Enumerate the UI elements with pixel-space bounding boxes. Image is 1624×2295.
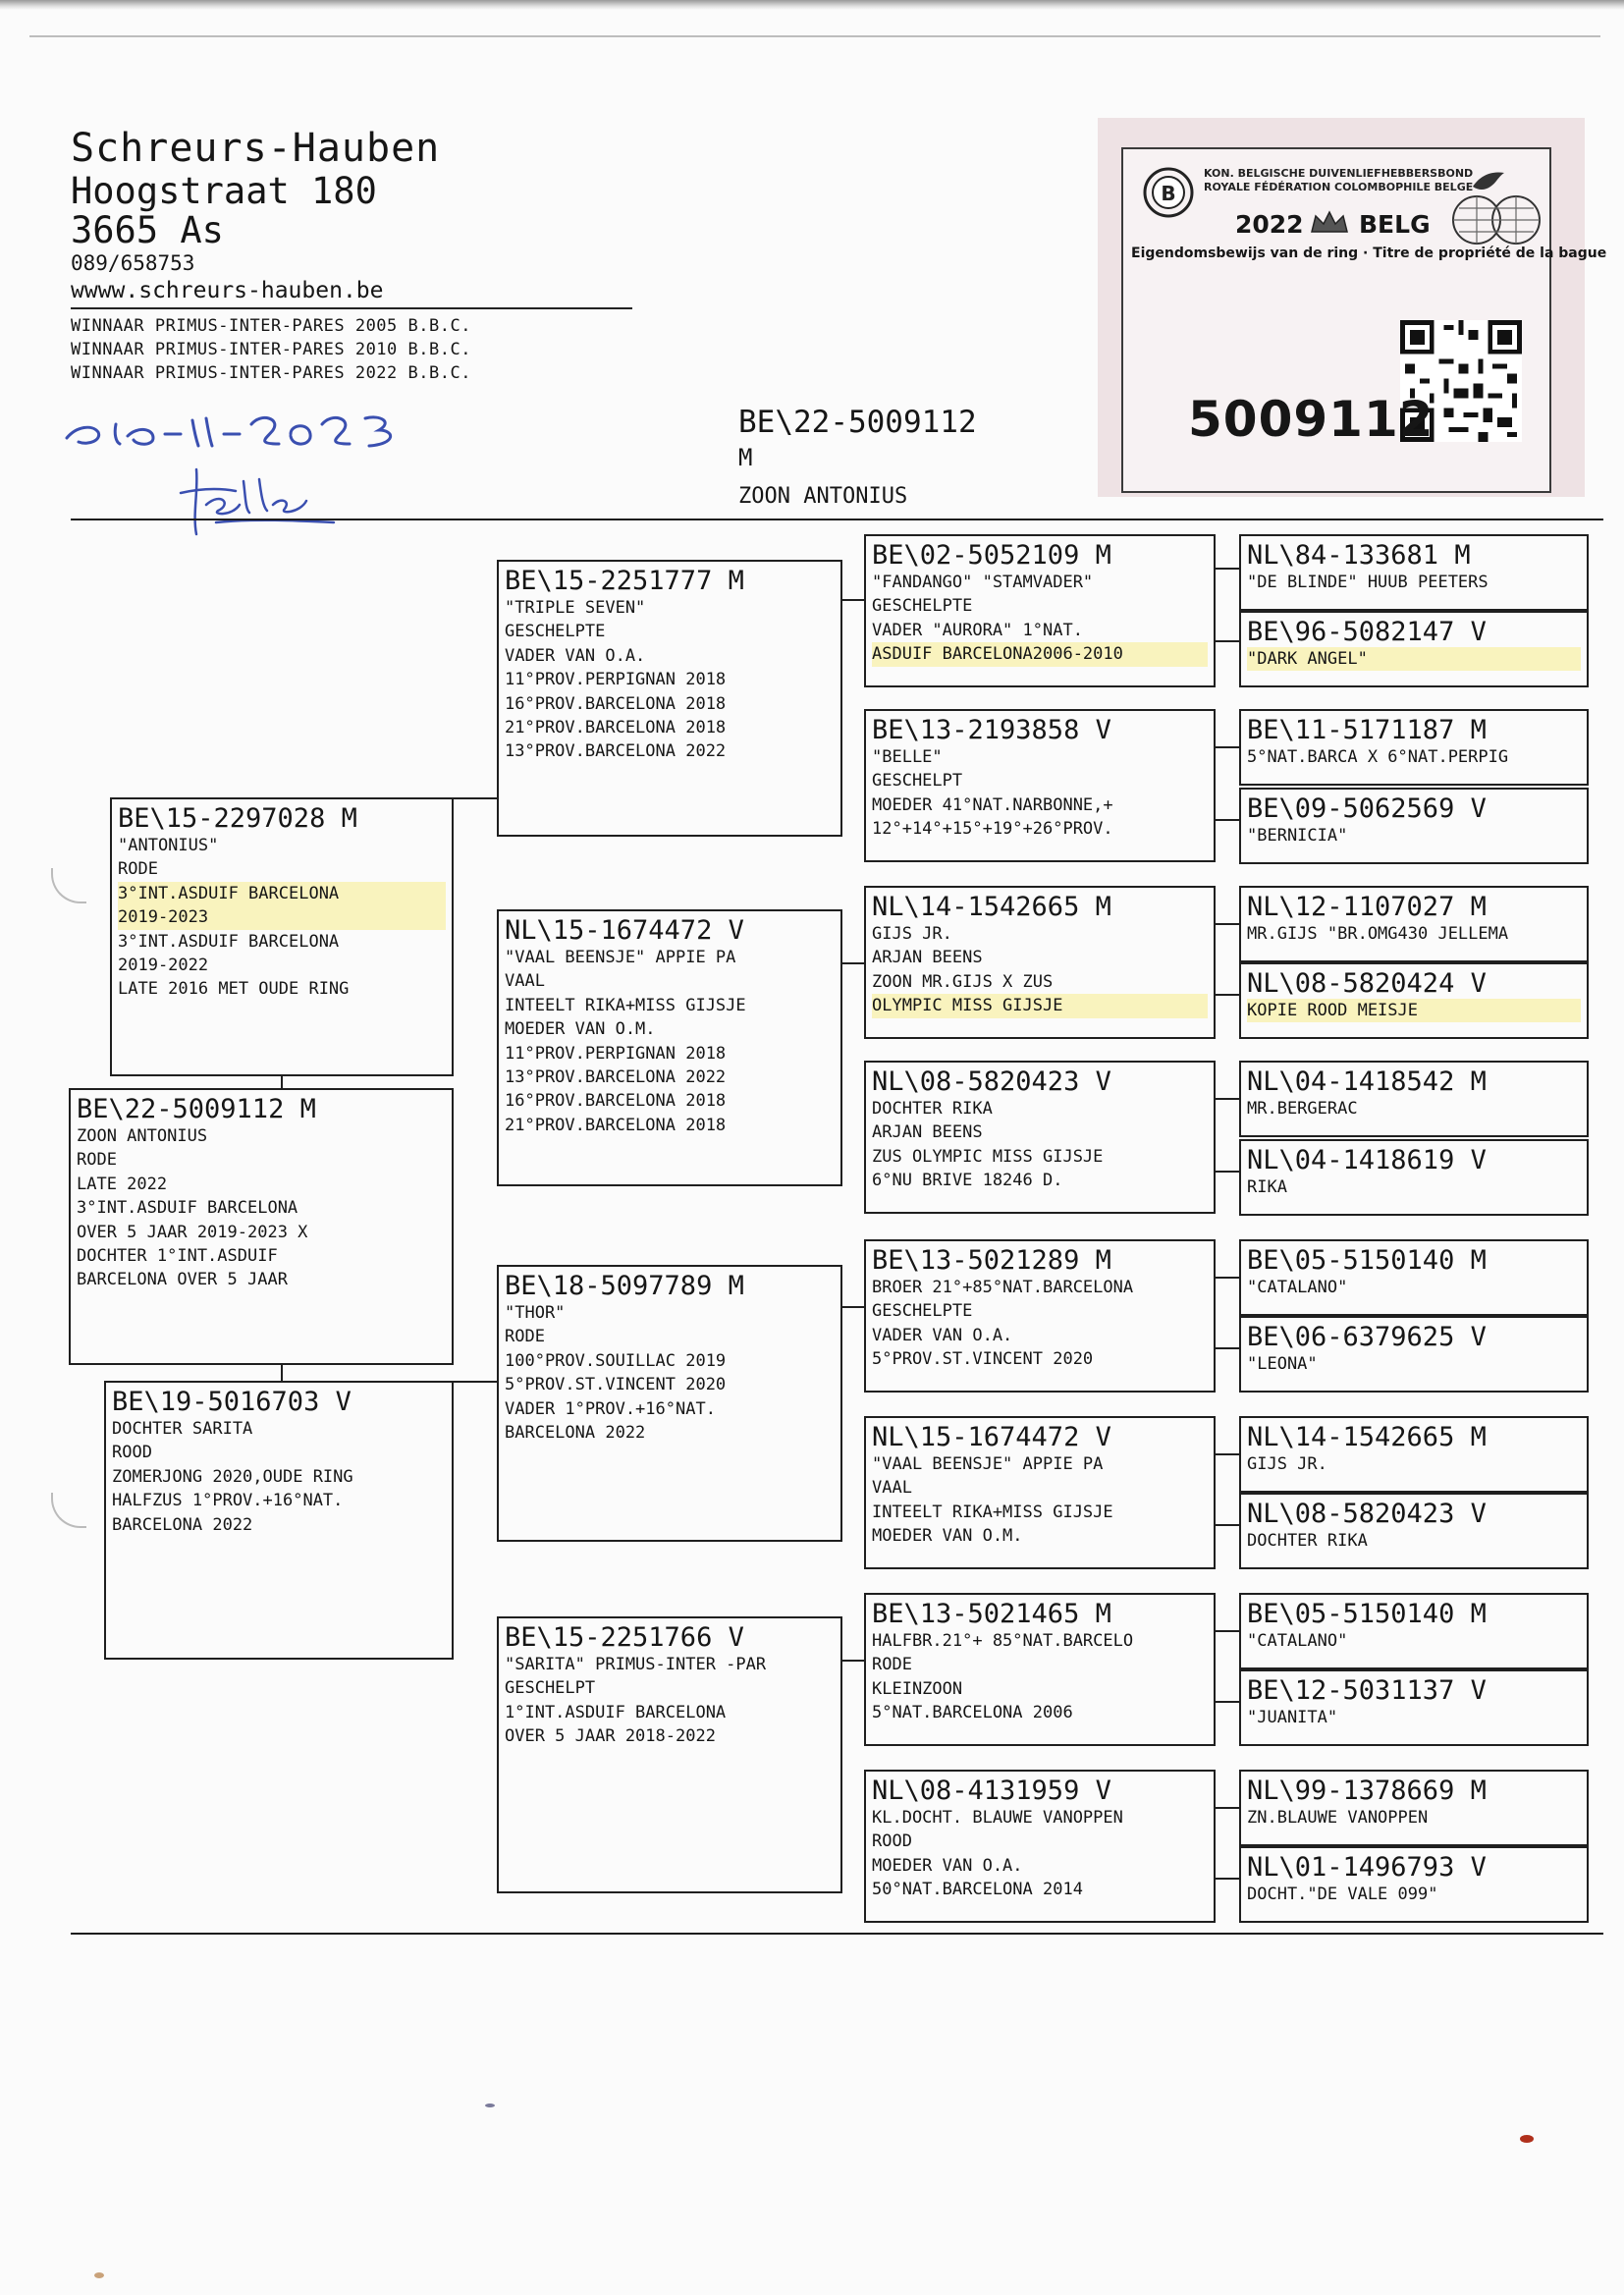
- pedigree-detail-line: KOPIE ROOD MEISJE: [1247, 999, 1581, 1022]
- pedigree-detail-line: 11°PROV.PERPIGNAN 2018: [505, 670, 727, 690]
- ring-number: NL\04-1418619 V: [1247, 1145, 1487, 1175]
- pedigree-detail-line: HALFBR.21°+ 85°NAT.BARCELO: [872, 1631, 1134, 1651]
- pedigree-detail-line: GESCHELPT: [505, 1678, 596, 1699]
- pedigree-detail-line: 16°PROV.BARCELONA 2018: [505, 693, 727, 714]
- pedigree-detail-line: 5°NAT.BARCELONA 2006: [872, 1703, 1073, 1723]
- pedigree-detail-line: VAAL: [872, 1478, 912, 1499]
- ring-number: NL\08-5820424 V: [1247, 968, 1487, 999]
- pedigree-detail-line: "DARK ANGEL": [1247, 647, 1581, 671]
- pedigree-detail-line: GESCHELPTE: [505, 622, 606, 642]
- ring-number: BE\09-5062569 V: [1247, 793, 1487, 824]
- pedigree-detail-line: LATE 2022: [77, 1174, 168, 1194]
- scan-top-edge: [0, 0, 1624, 10]
- pedigree-detail-line: RIKA: [1247, 1177, 1287, 1197]
- pedigree-connector: [1216, 1701, 1239, 1703]
- pedigree-detail-line: ROOD: [112, 1443, 152, 1463]
- pedigree-connector: [842, 962, 864, 964]
- ring-number: BE\19-5016703 V: [112, 1387, 352, 1417]
- footer-rule: [71, 1933, 1603, 1935]
- subject-name: ZOON ANTONIUS: [738, 484, 908, 509]
- ring-country: BELG: [1359, 210, 1431, 239]
- pedigree-detail-line: "THOR": [505, 1303, 566, 1323]
- ancestor-g3-box: [864, 534, 1216, 687]
- ancestor-g3-box: [864, 886, 1216, 1039]
- ring-number: BE\05-5150140 M: [1247, 1245, 1487, 1276]
- pedigree-connector: [1216, 1277, 1239, 1279]
- ancestor-g4-box: [1239, 1416, 1589, 1493]
- ring-number: NL\14-1542665 M: [1247, 1422, 1487, 1452]
- pedigree-detail-line: BROER 21°+85°NAT.BARCELONA: [872, 1278, 1134, 1297]
- subject-sex: M: [738, 444, 753, 471]
- ancestor-g3-box: [864, 1770, 1216, 1923]
- pedigree-connector: [1216, 640, 1239, 642]
- ancestor-g3-box: [864, 709, 1216, 862]
- handwritten-date: [59, 397, 432, 456]
- breeder-city: 3665 As: [71, 209, 224, 251]
- pedigree-connector: [1216, 746, 1239, 748]
- pedigree-detail-line: HALFZUS 1°PROV.+16°NAT.: [112, 1491, 344, 1511]
- ring-number: NL\12-1107027 M: [1247, 892, 1487, 922]
- ring-number: NL\08-4131959 V: [872, 1776, 1111, 1806]
- pedigree-detail-line: 21°PROV.BARCELONA 2018: [505, 1115, 727, 1135]
- dam-sire-box: [497, 1265, 842, 1542]
- pedigree-detail-line: 13°PROV.BARCELONA 2022: [505, 741, 727, 762]
- pedigree-detail-line: BARCELONA OVER 5 JAAR: [77, 1270, 288, 1290]
- pedigree-detail-line: "BELLE": [872, 747, 943, 767]
- ring-number: NL\14-1542665 M: [872, 892, 1111, 922]
- pedigree-connector: [281, 1365, 283, 1383]
- pedigree-detail-line: RODE: [118, 859, 158, 880]
- pedigree-detail-line: ARJAN BEENS: [872, 1122, 983, 1143]
- pedigree-connector: [1216, 1347, 1239, 1349]
- pedigree-connector: [1216, 1171, 1239, 1173]
- pedigree-detail-line: GESCHELPTE: [872, 596, 973, 617]
- pedigree-detail-line: 21°PROV.BARCELONA 2018: [505, 718, 727, 738]
- pedigree-detail-line: "CATALANO": [1247, 1278, 1348, 1297]
- ancestor-g3-box: [864, 1416, 1216, 1569]
- ancestor-g4-box: [1239, 709, 1589, 786]
- sire-dam-box: [497, 909, 842, 1186]
- pedigree-connector: [1216, 568, 1239, 570]
- pedigree-connector: [1216, 1807, 1239, 1809]
- scan-speck: [485, 2104, 495, 2107]
- signature: [177, 462, 344, 540]
- pedigree-detail-line: VADER VAN O.A.: [505, 645, 646, 666]
- breeder-phone: 089/658753: [71, 251, 195, 275]
- pedigree-connector: [1216, 1524, 1239, 1526]
- ring-number: NL\84-133681 M: [1247, 540, 1471, 571]
- crown-icon: [1308, 208, 1351, 236]
- ancestor-g4-box: [1239, 1139, 1589, 1216]
- pedigree-detail-line: 12°+14°+15°+19°+26°PROV.: [872, 819, 1113, 840]
- pedigree-detail-line: "DE BLINDE" HUUB PEETERS: [1247, 573, 1489, 592]
- pedigree-connector: [1216, 994, 1239, 996]
- pedigree-detail-line: GESCHELPTE: [872, 1301, 973, 1322]
- pedigree-detail-line: MOEDER VAN O.M.: [505, 1019, 656, 1040]
- ancestor-g4-box: [1239, 534, 1589, 611]
- award-line: WINNAAR PRIMUS-INTER-PARES 2010 B.B.C.: [71, 340, 471, 359]
- pedigree-detail-line: MOEDER VAN O.A.: [872, 1855, 1023, 1876]
- pedigree-detail-line: 3°INT.ASDUIF BARCELONA: [77, 1198, 298, 1219]
- pedigree-detail-line: "SARITA" PRIMUS-INTER -PAR: [505, 1655, 767, 1674]
- pedigree-detail-line: ZOON MR.GIJS X ZUS: [872, 971, 1054, 992]
- punch-hole: [51, 1493, 86, 1528]
- ancestor-g4-box: [1239, 1593, 1589, 1669]
- pedigree-detail-line: "JUANITA": [1247, 1708, 1338, 1727]
- pedigree-detail-line: "ANTONIUS": [118, 836, 219, 855]
- pedigree-detail-line: "VAAL BEENSJE" APPIE PA: [505, 948, 736, 967]
- ring-number: BE\22-5009112 M: [77, 1094, 316, 1124]
- pedigree-detail-line: ROOD: [872, 1831, 912, 1852]
- ring-number: BE\12-5031137 V: [1247, 1675, 1487, 1706]
- ancestor-g4-box: [1239, 962, 1589, 1039]
- ancestor-g4-box: [1239, 1669, 1589, 1746]
- pedigree-detail-line: "CATALANO": [1247, 1631, 1348, 1651]
- pedigree-detail-line: 5°NAT.BARCA X 6°NAT.PERPIG: [1247, 747, 1509, 767]
- ancestor-g4-box: [1239, 1846, 1589, 1923]
- dam-box: [104, 1381, 454, 1660]
- pedigree-connector: [842, 1660, 864, 1662]
- ring-number: BE\15-2251766 V: [505, 1622, 744, 1653]
- ring-number: BE\05-5150140 M: [1247, 1599, 1487, 1629]
- pedigree-detail-line: DOCHTER SARITA: [112, 1419, 253, 1439]
- ancestor-g4-box: [1239, 611, 1589, 687]
- ring-number: BE\13-5021289 M: [872, 1245, 1111, 1276]
- pedigree-detail-line: 2019-2023: [118, 905, 446, 929]
- subject: [69, 1088, 454, 1365]
- pedigree-detail-line: DOCHT."DE VALE 099": [1247, 1885, 1438, 1904]
- ancestor-g3-box: [864, 1061, 1216, 1214]
- award-line: WINNAAR PRIMUS-INTER-PARES 2022 B.B.C.: [71, 363, 471, 383]
- pedigree-connector: [454, 797, 497, 799]
- pedigree-detail-line: ARJAN BEENS: [872, 948, 983, 968]
- ring-year: 2022: [1235, 210, 1304, 239]
- breeder-street: Hoogstraat 180: [71, 170, 377, 212]
- pedigree-detail-line: ZUS OLYMPIC MISS GIJSJE: [872, 1146, 1104, 1167]
- pedigree-detail-line: KLEINZOON: [872, 1678, 963, 1699]
- pedigree-detail-line: KL.DOCHT. BLAUWE VANOPPEN: [872, 1808, 1123, 1828]
- pedigree-detail-line: GIJS JR.: [1247, 1454, 1327, 1474]
- pedigree-detail-line: OVER 5 JAAR 2018-2022: [505, 1726, 716, 1747]
- ring-number: NL\08-5820423 V: [1247, 1499, 1487, 1529]
- pedigree-detail-line: VADER "AURORA" 1°NAT.: [872, 620, 1083, 640]
- ancestor-g4-box: [1239, 1239, 1589, 1316]
- pedigree-detail-line: OLYMPIC MISS GIJSJE: [872, 994, 1208, 1017]
- pedigree-detail-line: RODE: [77, 1150, 117, 1171]
- ancestor-g4-box: [1239, 1316, 1589, 1393]
- pedigree-connector: [1216, 1098, 1239, 1100]
- ring-number: NL\08-5820423 V: [872, 1066, 1111, 1097]
- pedigree-detail-line: 3°INT.ASDUIF BARCELONA: [118, 931, 340, 952]
- ring-number: BE\18-5097789 M: [505, 1271, 744, 1301]
- pedigree-detail-line: 5°PROV.ST.VINCENT 2020: [505, 1375, 727, 1395]
- pedigree-connector: [1216, 1453, 1239, 1455]
- pedigree-detail-line: 11°PROV.PERPIGNAN 2018: [505, 1043, 727, 1064]
- ancestor-g4-box: [1239, 1061, 1589, 1137]
- pedigree-detail-line: ASDUIF BARCELONA2006-2010: [872, 642, 1208, 666]
- ring-number: NL\15-1674472 V: [872, 1422, 1111, 1452]
- pedigree-detail-line: "FANDANGO" "STAMVADER": [872, 573, 1094, 592]
- pedigree-detail-line: INTEELT RIKA+MISS GIJSJE: [872, 1502, 1113, 1522]
- scan-speck: [94, 2272, 104, 2278]
- breeder-website[interactable]: wwww.schreurs-hauben.be: [71, 278, 384, 303]
- pedigree-connector: [842, 1306, 864, 1308]
- federation-name-nl: KON. BELGISCHE DUIVENLIEFHEBBERSBOND: [1204, 167, 1474, 180]
- scan-speck: [1520, 2135, 1534, 2143]
- pedigree-detail-line: VADER VAN O.A.: [872, 1325, 1013, 1345]
- pedigree-detail-line: 1°INT.ASDUIF BARCELONA: [505, 1702, 727, 1722]
- pedigree-detail-line: MOEDER VAN O.M.: [872, 1526, 1023, 1547]
- pedigree-detail-line: MR.BERGERAC: [1247, 1099, 1358, 1119]
- ring-number: NL\15-1674472 V: [505, 915, 744, 946]
- ring-number: BE\06-6379625 V: [1247, 1322, 1487, 1352]
- pedigree-detail-line: MR.GIJS "BR.OMG430 JELLEMA: [1247, 924, 1509, 944]
- ring-card-caption: Eigendomsbewijs van de ring · Titre de propriété de la bague: [1131, 246, 1607, 261]
- sire-sire-box: [497, 560, 842, 837]
- dam-dam-box: [497, 1616, 842, 1893]
- pedigree-connector: [1216, 923, 1239, 925]
- pedigree-detail-line: DOCHTER RIKA: [872, 1099, 993, 1119]
- svg-text:B: B: [1161, 182, 1176, 205]
- subject-ring-number: BE\22-5009112: [738, 405, 977, 440]
- federation-logo-icon: [1141, 163, 1196, 222]
- pedigree-detail-line: "LEONA": [1247, 1354, 1318, 1374]
- pedigree-detail-line: 6°NU BRIVE 18246 D.: [872, 1171, 1063, 1191]
- ring-number: BE\15-2251777 M: [505, 566, 744, 596]
- ancestor-g3-box: [864, 1239, 1216, 1393]
- punch-hole: [51, 868, 86, 903]
- pigeon-icon: [1471, 167, 1508, 192]
- pedigree-detail-line: VAAL: [505, 971, 545, 992]
- pedigree-detail-line: RODE: [505, 1327, 545, 1347]
- ring-number: BE\02-5052109 M: [872, 540, 1111, 571]
- federation-name-fr: ROYALE FÉDÉRATION COLOMBOPHILE BELGE: [1204, 181, 1474, 193]
- ring-number: BE\11-5171187 M: [1247, 715, 1487, 745]
- pedigree-detail-line: INTEELT RIKA+MISS GIJSJE: [505, 995, 746, 1015]
- pedigree-connector: [281, 1074, 283, 1090]
- award-line: WINNAAR PRIMUS-INTER-PARES 2005 B.B.C.: [71, 316, 471, 336]
- main-rule: [71, 519, 1603, 520]
- pedigree-detail-line: OVER 5 JAAR 2019-2023 X: [77, 1222, 308, 1242]
- pedigree-detail-line: 2019-2022: [118, 956, 209, 976]
- pedigree-connector: [1216, 1630, 1239, 1632]
- ring-number: NL\99-1378669 M: [1247, 1776, 1487, 1806]
- pedigree-connector: [454, 1381, 497, 1383]
- ring-number: BE\15-2297028 M: [118, 803, 357, 834]
- pedigree-detail-line: ZOON ANTONIUS: [77, 1126, 208, 1146]
- pedigree-detail-line: LATE 2016 MET OUDE RING: [118, 979, 350, 1000]
- pedigree-connector: [1216, 819, 1239, 821]
- sire-box: [110, 797, 454, 1076]
- pedigree-detail-line: 50°NAT.BARCELONA 2014: [872, 1880, 1083, 1900]
- pedigree-detail-line: DOCHTER RIKA: [1247, 1531, 1368, 1551]
- breeder-name: Schreurs-Hauben: [71, 126, 441, 171]
- globe-emblem-icon: [1449, 192, 1543, 247]
- pedigree-detail-line: ZN.BLAUWE VANOPPEN: [1247, 1808, 1429, 1828]
- pedigree-detail-line: RODE: [872, 1655, 912, 1675]
- pedigree-detail-line: "BERNICIA": [1247, 826, 1348, 846]
- ring-card-number: 5009112: [1188, 391, 1435, 448]
- ancestor-g4-box: [1239, 1770, 1589, 1846]
- pedigree-connector: [842, 599, 864, 601]
- pedigree-detail-line: 16°PROV.BARCELONA 2018: [505, 1091, 727, 1112]
- ring-number: NL\01-1496793 V: [1247, 1852, 1487, 1883]
- pedigree-detail-line: ZOMERJONG 2020,OUDE RING: [112, 1466, 353, 1487]
- ring-number: BE\13-5021465 M: [872, 1599, 1111, 1629]
- pedigree-detail-line: 13°PROV.BARCELONA 2022: [505, 1067, 727, 1088]
- ancestor-g3-box: [864, 1593, 1216, 1746]
- pedigree-detail-line: GIJS JR.: [872, 924, 952, 944]
- ring-number: BE\96-5082147 V: [1247, 617, 1487, 647]
- header-rule: [71, 307, 632, 309]
- pedigree-detail-line: "TRIPLE SEVEN": [505, 598, 646, 618]
- ancestor-g4-box: [1239, 788, 1589, 864]
- ancestor-g4-box: [1239, 886, 1589, 962]
- pedigree-detail-line: BARCELONA 2022: [505, 1423, 646, 1444]
- ancestor-g4-box: [1239, 1493, 1589, 1569]
- pedigree-detail-line: DOCHTER 1°INT.ASDUIF: [77, 1246, 278, 1267]
- pedigree-detail-line: GESCHELPT: [872, 771, 963, 792]
- pedigree-detail-line: MOEDER 41°NAT.NARBONNE,+: [872, 794, 1113, 815]
- pedigree-detail-line: BARCELONA 2022: [112, 1514, 253, 1535]
- paper-edge: [29, 35, 1600, 37]
- pedigree-detail-line: VADER 1°PROV.+16°NAT.: [505, 1398, 716, 1419]
- pedigree-detail-line: 5°PROV.ST.VINCENT 2020: [872, 1349, 1094, 1370]
- ring-number: BE\13-2193858 V: [872, 715, 1111, 745]
- pedigree-detail-line: "VAAL BEENSJE" APPIE PA: [872, 1454, 1104, 1474]
- pedigree-connector: [1216, 1878, 1239, 1880]
- pedigree-detail-line: 3°INT.ASDUIF BARCELONA: [118, 882, 446, 905]
- ring-number: NL\04-1418542 M: [1247, 1066, 1487, 1097]
- pedigree-detail-line: 100°PROV.SOUILLAC 2019: [505, 1350, 727, 1371]
